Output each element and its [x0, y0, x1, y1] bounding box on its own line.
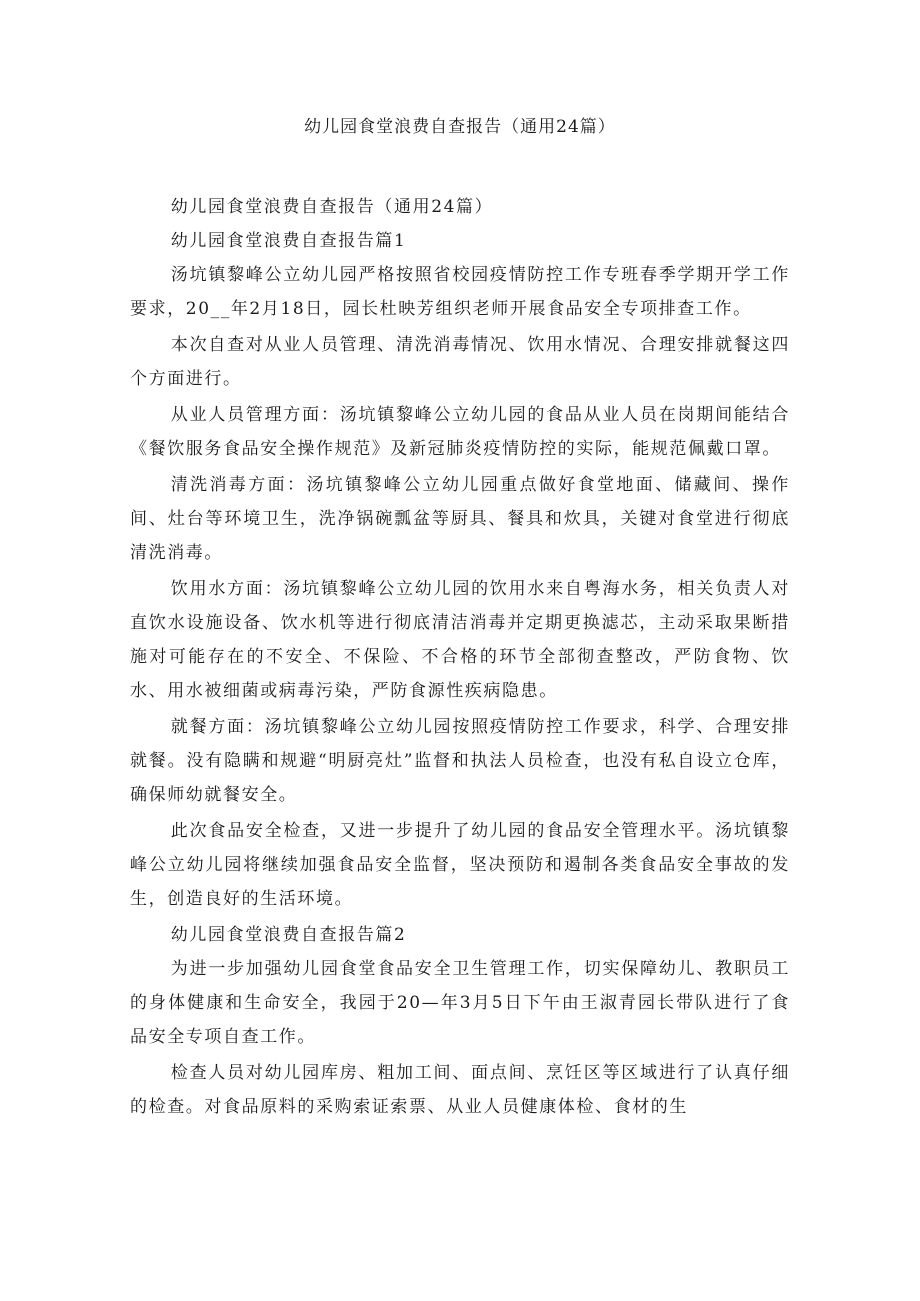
- paragraph: 就餐方面：汤坑镇黎峰公立幼儿园按照疫情防控工作要求，科学、合理安排就餐。没有隐瞒和规避“明厨亮灶”监督和执法人员检查，也没有私自设立仓库，确保师幼就餐安全。: [130, 717, 790, 805]
- paragraph: 清洗消毒方面：汤坑镇黎峰公立幼儿园重点做好食堂地面、储藏间、操作间、灶台等环境卫生，洗净锅碗瓢盆等厨具、餐具和炊具，关键对食堂进行彻底清洗消毒。: [130, 475, 790, 563]
- section-heading-1: 幼儿园食堂浪费自查报告篇1: [170, 231, 407, 251]
- paragraph: 汤坑镇黎峰公立幼儿园严格按照省校园疫情防控工作专班春季学期开学工作要求，20__年2月18日，园长杜映芳组织老师开展食品安全专项排查工作。: [130, 265, 790, 319]
- paragraph: 饮用水方面：汤坑镇黎峰公立幼儿园的饮用水来自粤海水务，相关负责人对直饮水设施设备、饮水机等进行彻底清洁消毒并定期更换滤芯，主动采取果断措施对可能存在的不安全、不保险、不合格的环节全部彻查整改，严防食物、饮水、用水被细菌或病毒污染，严防食源性疾病隐患。: [130, 579, 790, 701]
- paragraph: 从业人员管理方面：汤坑镇黎峰公立幼儿园的食品从业人员在岗期间能结合《餐饮服务食品安全操作规范》及新冠肺炎疫情防控的实际，能规范佩戴口罩。: [130, 405, 790, 459]
- paragraph: 为进一步加强幼儿园食堂食品安全卫生管理工作，切实保障幼儿、教职员工的身体健康和生命安全，我园于20—年3月5日下午由王淑青园长带队进行了食品安全专项自查工作。: [130, 959, 790, 1047]
- document-title: 幼儿园食堂浪费自查报告（通用24篇）: [304, 117, 616, 137]
- paragraph: 本次自查对从业人员管理、清洗消毒情况、饮用水情况、合理安排就餐这四个方面进行。: [130, 335, 790, 389]
- document-subtitle: 幼儿园食堂浪费自查报告（通用24篇）: [170, 197, 494, 217]
- section-heading-2: 幼儿园食堂浪费自查报告篇2: [170, 925, 407, 945]
- paragraph: 此次食品安全检查，又进一步提升了幼儿园的食品安全管理水平。汤坑镇黎峰公立幼儿园将继续加强食品安全监督，坚决预防和遏制各类食品安全事故的发生，创造良好的生活环境。: [130, 821, 790, 909]
- paragraph: 检查人员对幼儿园库房、粗加工间、面点间、烹饪区等区域进行了认真仔细的检查。对食品原料的采购索证索票、从业人员健康体检、食材的生: [130, 1063, 790, 1117]
